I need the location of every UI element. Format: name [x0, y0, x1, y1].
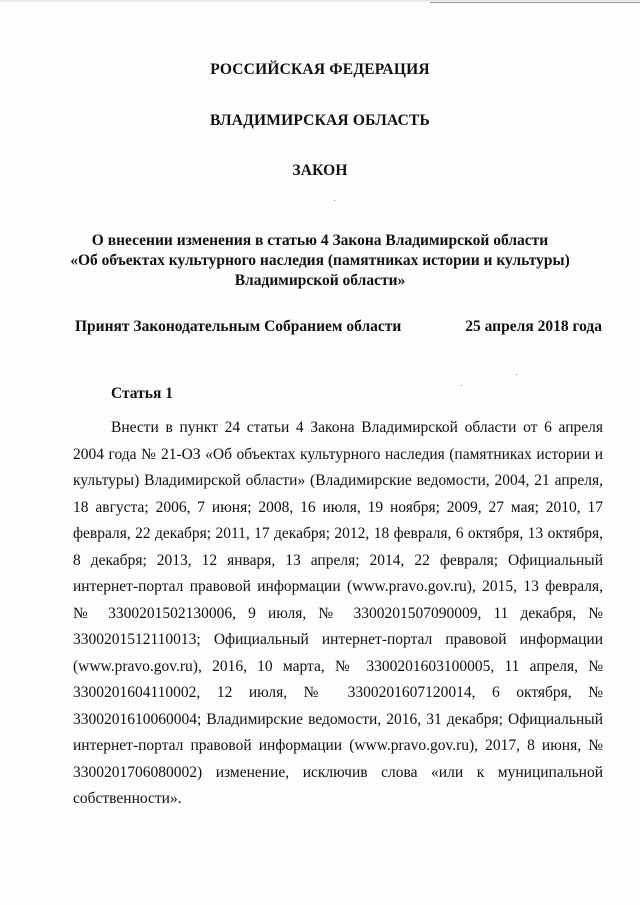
article-heading: Статья 1: [111, 385, 173, 402]
document-type-heading: ЗАКОН: [292, 162, 348, 179]
adoption-date: 25 апреля 2018 года: [465, 318, 602, 335]
country-heading: РОССИЙСКАЯ ФЕДЕРАЦИЯ: [210, 61, 430, 78]
law-title: [60, 231, 580, 291]
region-heading: ВЛАДИМИРСКАЯ ОБЛАСТЬ: [210, 112, 430, 129]
article-body: Внести в пункт 24 статьи 4 Закона Владимирской области от 6 апреля 2004 года № 21-ОЗ «Об объектах культурного наследия (памятниках истории и культуры) Владимирской области» (Владимирские ведомости, 2004, 21 апреля, 18 августа; 2006, 7 июня; 2008, 16 июля, 19 ноября; 2009, 27 мая; 2010, 17 февраля, 22 декабря; 2011, 17 декабря; 2012, 18 февраля, 6 октября, 13 октября, 8 декабря; 2013, 12 января, 13 апреля; 2014, 22 февраля; Официальный интернет-портал правовой информации (www.pravo.gov.ru), 2015, 13 февраля, № 3300201502130006, 9 июля, № 3300201507090009, 11 декабря, № 3300201512110013; Официальный интернет-портал правовой информации (www.pravo.gov.ru), 2016, 10 марта, № 3300201603100005, 11 апреля, № 3300201604110002, 12 июля, № 3300201607120014, 6 октября, № 3300201610060004; Владимирские ведомости, 2016, 31 декабря; Официальный интернет-портал правовой информации (www.pravo.gov.ru), 2017, 8 июня, № 3300201706080002) изменение, исключив слова «или к муниципальной собственности».: [73, 419, 603, 807]
law-title-line: Владимирской области»: [234, 272, 406, 289]
scan-speck: [516, 374, 517, 375]
law-title-line: «Об объектах культурного наследия (памятниках истории и культуры): [70, 252, 570, 269]
scan-line: [430, 2, 640, 3]
scan-speck: [334, 200, 335, 201]
law-title-line: О внесении изменения в статью 4 Закона Владимирской области: [91, 232, 549, 249]
scan-speck: [461, 385, 462, 386]
adoption-body: Принят Законодательным Собранием области: [75, 318, 402, 335]
